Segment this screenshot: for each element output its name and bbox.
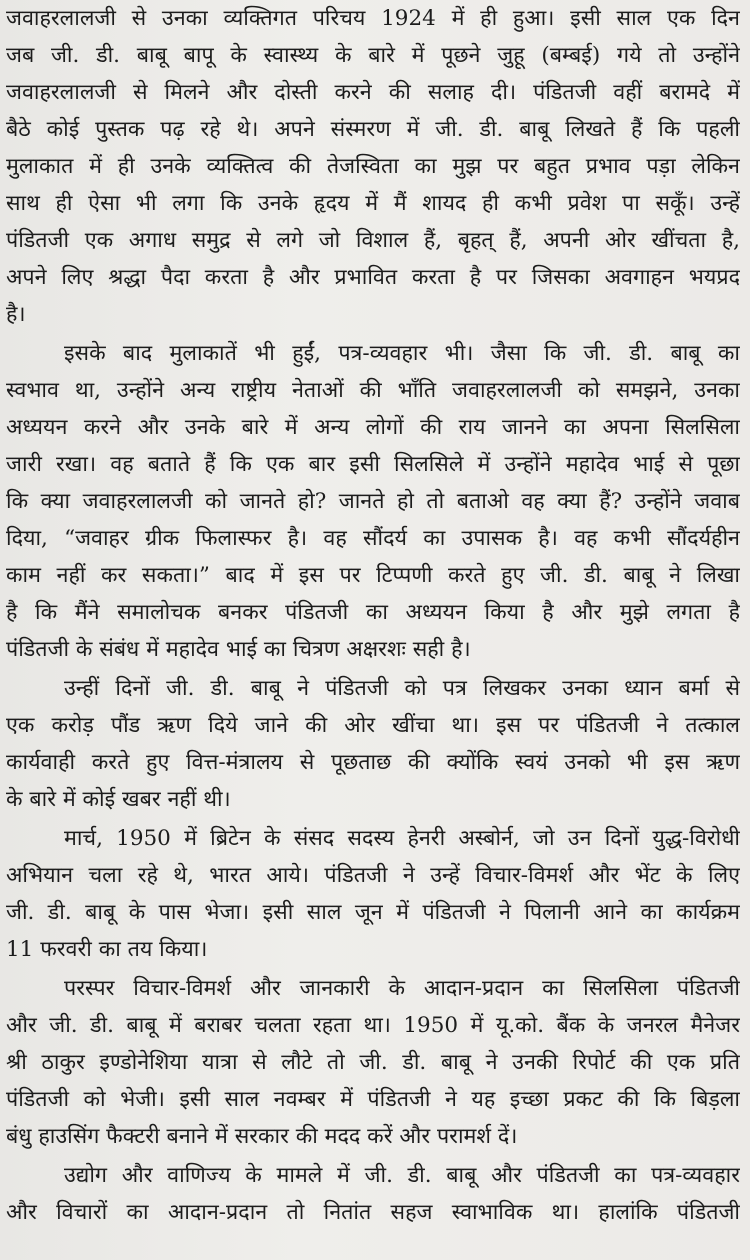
text-line: जब जी. डी. बाबू बापू के स्वास्थ्य के बारे में पूछने जुहू (बम्बई) गये तो उन्होंने [6,43,740,68]
text-line: श्री ठाकुर इण्डोनेशिया यात्रा से लौटे तो जी. डी. बाबू ने उनकी रिपोर्ट की एक प्रति [6,1050,740,1075]
text-line: इसके बाद मुलाकातें भी हुईं, पत्र-व्यवहार भी। जैसा कि जी. डी. बाबू का [64,341,740,366]
text-line: दिया, “जवाहर ग्रीक फिलास्फर है। वह सौंदर्य का उपासक है। वह कभी सौंदर्यहीन [6,526,740,551]
text-line: जारी रखा। वह बताते हैं कि एक बार इसी सिलसिले में उन्होंने महादेव भाई से पूछा [6,452,740,477]
text-line: साथ ही ऐसा भी लगा कि उनके हृदय में मैं शायद ही कभी प्रवेश पा सकूँ। उन्हें [6,191,740,216]
text-line: है। [6,302,26,327]
text-line: पंडितजी के संबंध में महादेव भाई का चित्रण अक्षरशः सही है। [6,637,471,662]
text-line: 11 फरवरी का तय किया। [6,937,208,962]
text-line: मार्च, 1950 में ब्रिटेन के संसद सदस्य हेनरी अस्बोर्न, जो उन दिनों युद्ध-विरोधी [64,826,740,851]
text-line: है कि मैंने समालोचक बनकर पंडितजी का अध्ययन किया है और मुझे लगता है [6,600,740,625]
text-line: जवाहरलालजी से उनका व्यक्तिगत परिचय 1924 में ही हुआ। इसी साल एक दिन [6,6,740,31]
text-line: कार्यवाही करते हुए वित्त-मंत्रालय से पूछताछ की क्योंकि स्वयं उनको भी इस ऋण [6,750,740,775]
text-line: परस्पर विचार-विमर्श और जानकारी के आदान-प्रदान का सिलसिला पंडितजी [64,976,740,1001]
text-line: काम नहीं कर सकता।” बाद में इस पर टिप्पणी करते हुए जी. डी. बाबू ने लिखा [6,563,740,588]
text-line: पंडितजी को भेजी। इसी साल नवम्बर में पंडितजी ने यह इच्छा प्रकट की कि बिड़ला [6,1087,740,1112]
text-line: जी. डी. बाबू के पास भेजा। इसी साल जून में पंडितजी ने पिलानी आने का कार्यक्रम [6,900,740,925]
text-line: बंधु हाउसिंग फैक्टरी बनाने में सरकार की मदद करें और परामर्श दें। [6,1124,518,1149]
text-line: के बारे में कोई खबर नहीं थी। [6,787,231,812]
text-line: उद्योग और वाणिज्य के मामले में जी. डी. बाबू और पंडितजी का पत्र-व्यवहार [64,1163,740,1188]
text-line: स्वभाव था, उन्होंने अन्य राष्ट्रीय नेताओं की भाँति जवाहरलालजी को समझने, उनका [6,378,740,403]
text-line: एक करोड़ पौंड ऋण दिये जाने की ओर खींचा था। इस पर पंडितजी ने तत्काल [6,713,740,738]
text-line: मुलाकात में ही उनके व्यक्तित्व की तेजस्विता का मुझ पर बहुत प्रभाव पड़ा लेकिन [6,154,740,179]
text-line: जवाहरलालजी से मिलने और दोस्ती करने की सलाह दी। पंडितजी वहीं बरामदे में [6,80,740,105]
text-line: अपने लिए श्रद्धा पैदा करता है और प्रभावित करता है पर जिसका अवगाहन भयप्रद [6,265,740,290]
text-line: और जी. डी. बाबू में बराबर चलता रहता था। 1950 में यू.को. बैंक के जनरल मैनेजर [6,1013,740,1038]
text-line: अभियान चला रहे थे, भारत आये। पंडितजी ने उन्हें विचार-विमर्श और भेंट के लिए [6,863,740,888]
text-line: कि क्या जवाहरलालजी को जानते हो? जानते हो तो बताओ वह क्या हैं? उन्होंने जवाब [6,489,740,514]
text-line: और विचारों का आदान-प्रदान तो नितांत सहज स्वाभाविक था। हालांकि पंडितजी [6,1200,740,1225]
text-line: बैठे कोई पुस्तक पढ़ रहे थे। अपने संस्मरण में जी. डी. बाबू लिखते हैं कि पहली [6,117,740,142]
text-line: पंडितजी एक अगाध समुद्र से लगे जो विशाल हैं, बृहत् हैं, अपनी ओर खींचता है, [6,228,740,253]
text-line: उन्हीं दिनों जी. डी. बाबू ने पंडितजी को पत्र लिखकर उनका ध्यान बर्मा से [64,676,740,701]
text-line: अध्ययन करने और उनके बारे में अन्य लोगों की राय जानने का अपना सिलसिला [6,415,740,440]
